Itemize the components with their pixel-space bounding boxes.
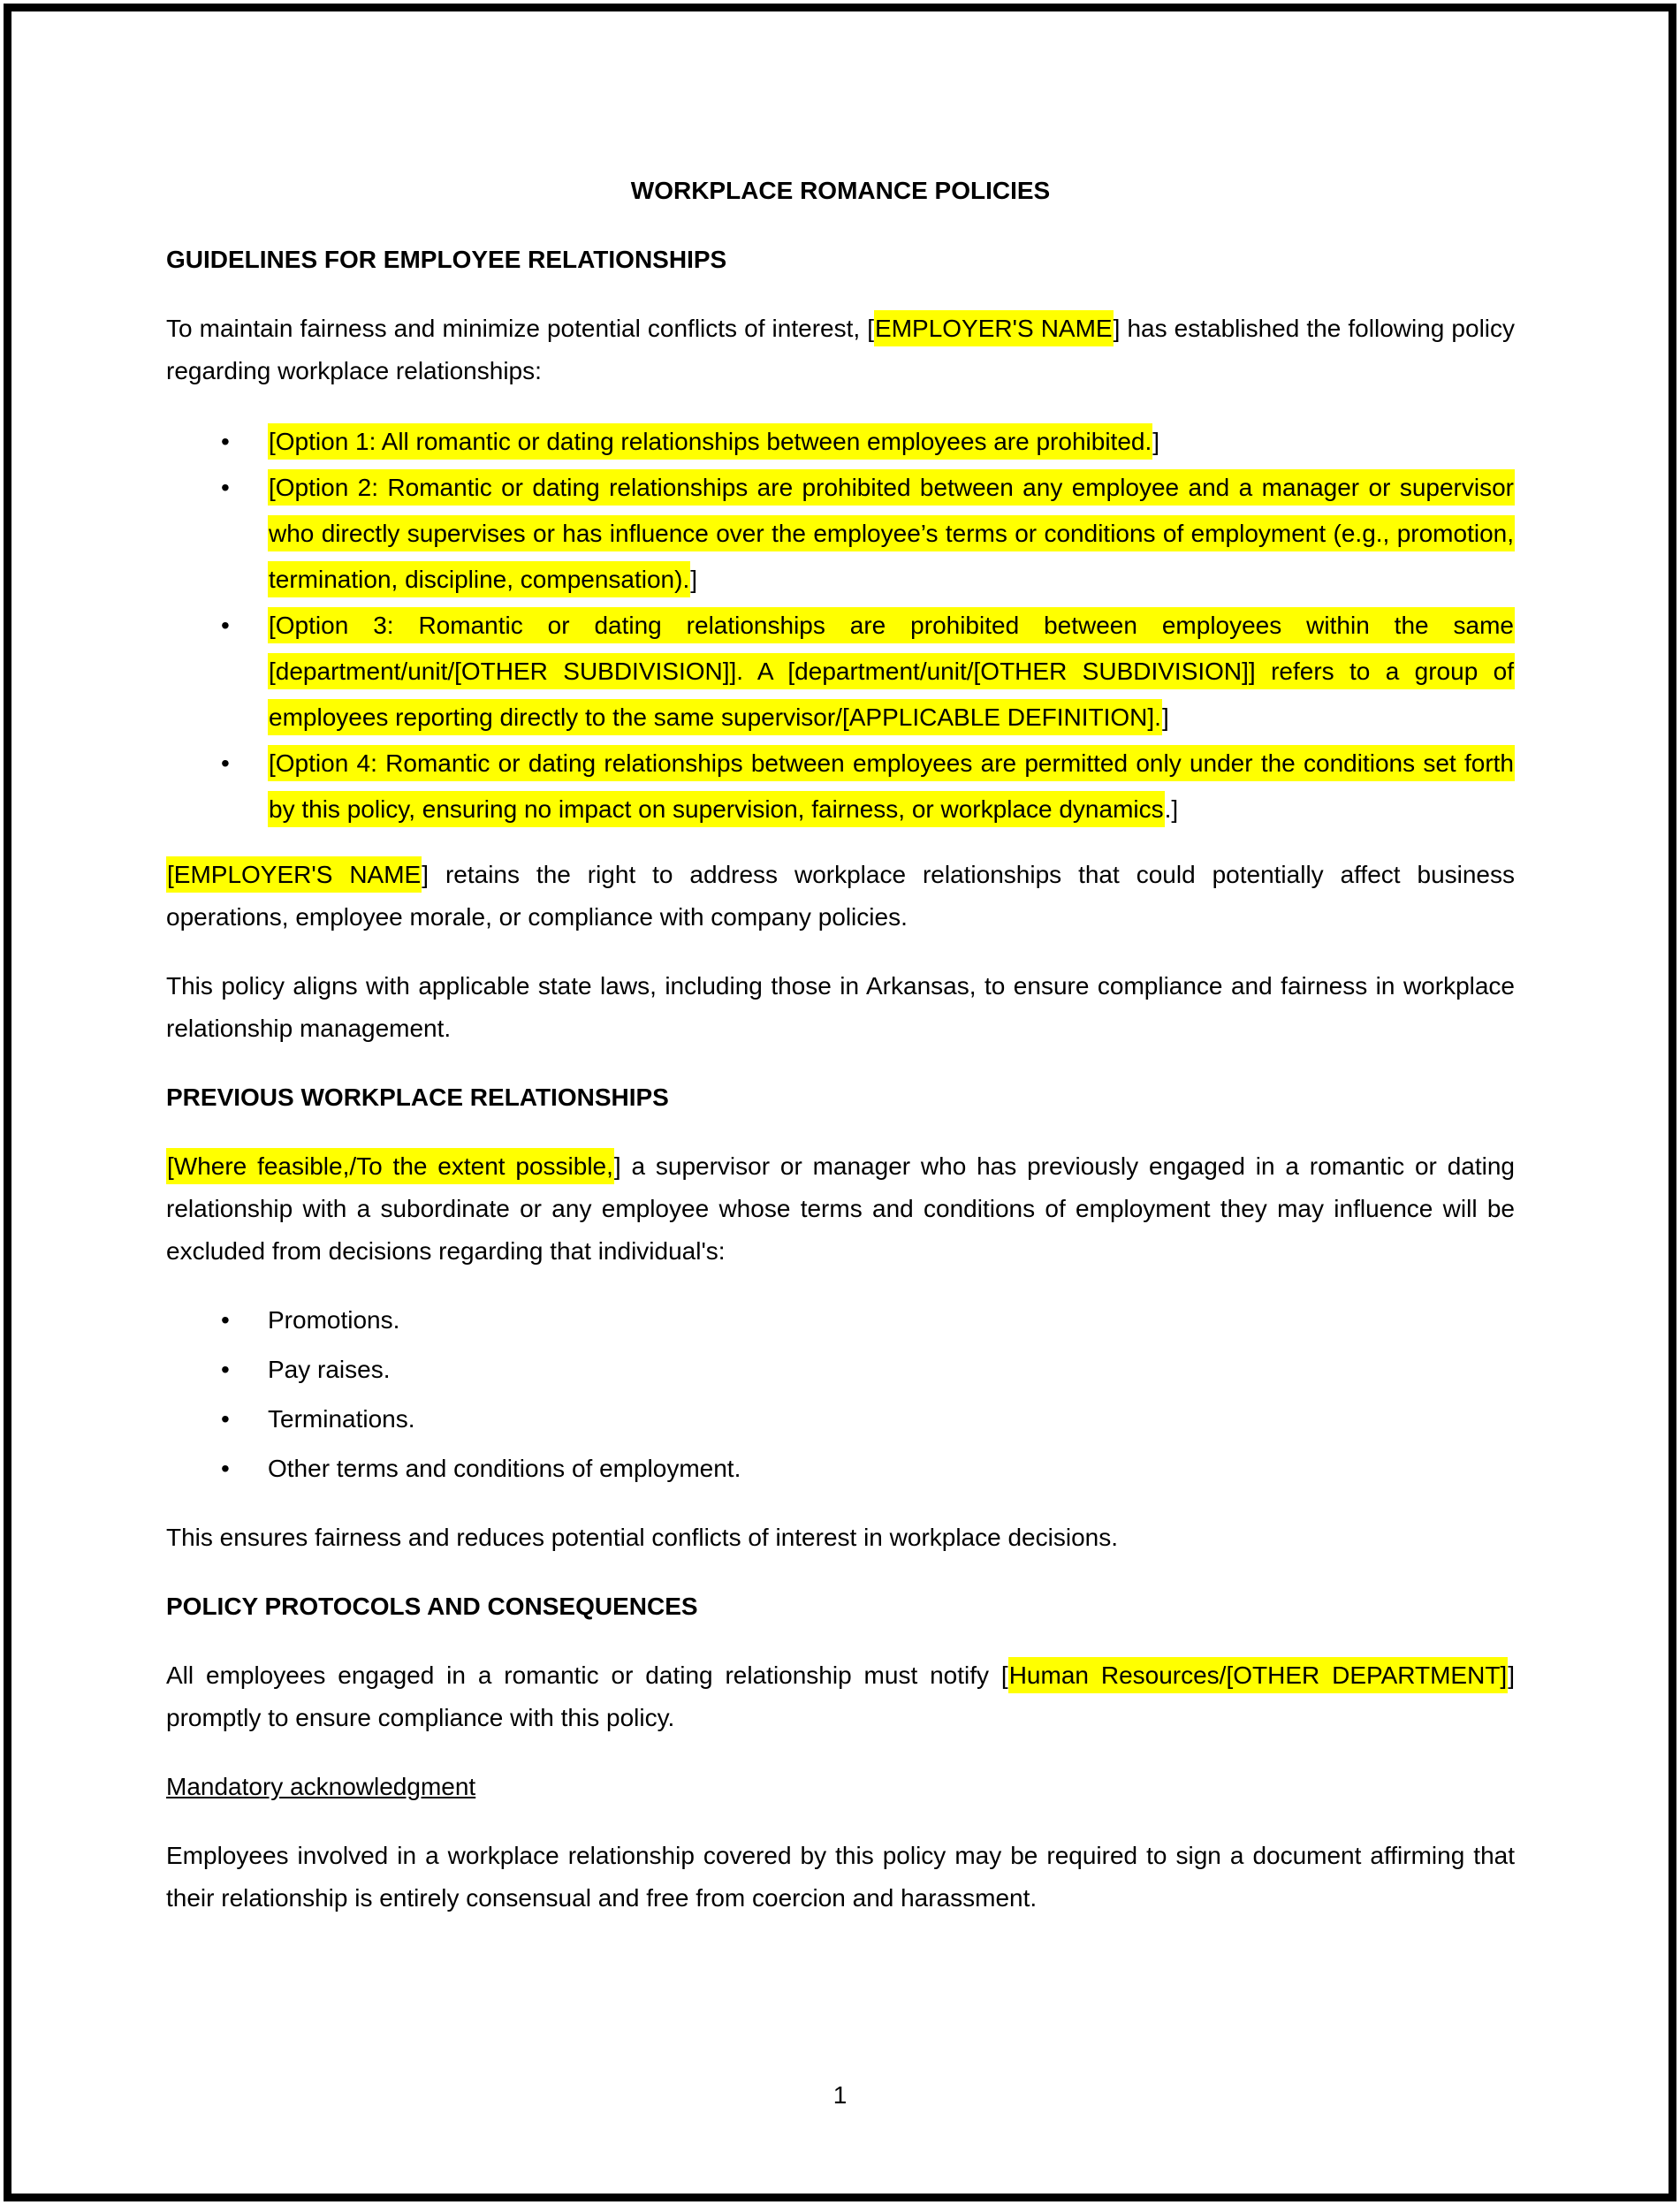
- feasible-text: ] a supervisor or manager who has previously engaged in a romantic or dating relationship with a subordinate or any employee whose terms and conditions of employment they may influence will be excluded from decisions regarding that individual's:: [166, 1152, 1515, 1265]
- option-3-highlighted-text: [Option 3: Romantic or dating relationships are prohibited between employees within the same [department/unit/[OTHER SUBDIVISION]]. A [department/unit/[OTHER SUBDIVISION]] refers to a group of employees reporting directly to the same supervisor/[APPLICABLE DEFINITION].: [268, 607, 1515, 735]
- option-2-highlighted-text: [Option 2: Romantic or dating relationships are prohibited between any employee and a manager or supervisor who directly supervises or has influence over the employee’s terms or conditions of employment (e.g., promotion, termination, discipline, compensation).: [268, 469, 1515, 597]
- decision-label: Other terms and conditions of employment.: [268, 1455, 741, 1482]
- ensures-paragraph: This ensures fairness and reduces potential conflicts of interest in workplace decisions.: [166, 1524, 1118, 1551]
- decision-item-promotions: [166, 1299, 1515, 1342]
- employer-name-placeholder: [EMPLOYER'S NAME: [166, 856, 422, 893]
- decision-item-pay-raises: [166, 1349, 1515, 1391]
- employer-name-placeholder: EMPLOYER'S NAME: [874, 310, 1114, 346]
- option-4-tail: .]: [1164, 795, 1179, 823]
- bullet-icon: •: [221, 474, 230, 501]
- intro-text-pre: To maintain fairness and minimize potential conflicts of interest, [: [166, 315, 875, 342]
- bullet-icon: •: [221, 1405, 230, 1433]
- notify-text-pre: All employees engaged in a romantic or dating relationship must notify [: [166, 1661, 1008, 1689]
- notify-paragraph: [166, 1654, 1515, 1739]
- option-item-4: [166, 741, 1515, 833]
- option-item-2: [166, 465, 1515, 603]
- option-1-highlighted-text: [Option 1: All romantic or dating relationships between employees are prohibited.: [268, 423, 1152, 460]
- document-content: [166, 170, 1515, 1920]
- decision-item-other-terms: [166, 1448, 1515, 1490]
- bullet-icon: •: [221, 428, 230, 455]
- options-list: [166, 419, 1515, 833]
- state-law-paragraph: This policy aligns with applicable state laws, including those in Arkansas, to ensure compliance and fairness in workplace relationship management.: [166, 972, 1515, 1042]
- hr-department-placeholder: Human Resources/[OTHER DEPARTMENT]: [1008, 1657, 1509, 1693]
- option-2-tail: ]: [690, 566, 698, 593]
- bullet-icon: •: [221, 1455, 230, 1482]
- bullet-icon: •: [221, 749, 230, 777]
- intro-text-post: ] has established the following policy regarding workplace relationships:: [166, 315, 1516, 384]
- decisions-list: [166, 1299, 1515, 1490]
- decision-label: Terminations.: [268, 1405, 415, 1433]
- page-number: 1: [832, 2081, 848, 2109]
- feasible-paragraph: [166, 1145, 1515, 1273]
- intro-paragraph: [166, 308, 1515, 392]
- acknowledgment-paragraph: Employees involved in a workplace relationship covered by this policy may be required to sign a document affirming that their relationship is entirely consensual and free from coercion and harassment.: [166, 1842, 1515, 1912]
- option-1-tail: ]: [1152, 428, 1160, 455]
- bullet-icon: •: [221, 1306, 230, 1334]
- decision-label: Pay raises.: [268, 1356, 391, 1383]
- section-heading-guidelines: GUIDELINES FOR EMPLOYEE RELATIONSHIPS: [166, 246, 727, 273]
- bullet-icon: •: [221, 612, 230, 639]
- retains-text: ] retains the right to address workplace relationships that could potentially affect business operations, employee morale, or compliance with company policies.: [166, 861, 1516, 931]
- document-title: WORKPLACE ROMANCE POLICIES: [630, 177, 1051, 204]
- notify-text-post: ] promptly to ensure compliance with this policy.: [166, 1661, 1515, 1731]
- section-heading-protocols: POLICY PROTOCOLS AND CONSEQUENCES: [166, 1593, 698, 1620]
- retains-paragraph: [166, 854, 1515, 939]
- decision-label: Promotions.: [268, 1306, 400, 1334]
- option-4-highlighted-text: [Option 4: Romantic or dating relationships between employees are permitted only under the conditions set forth by this policy, ensuring no impact on supervision, fairness, or workplace dynamics: [268, 745, 1515, 827]
- feasible-placeholder: [Where feasible,/To the extent possible,: [166, 1148, 614, 1184]
- section-heading-previous: PREVIOUS WORKPLACE RELATIONSHIPS: [166, 1083, 669, 1111]
- decision-item-terminations: [166, 1398, 1515, 1441]
- option-3-tail: ]: [1161, 703, 1169, 731]
- option-item-1: [166, 419, 1515, 465]
- option-item-3: [166, 603, 1515, 741]
- subheading-mandatory-acknowledgment: Mandatory acknowledgment: [166, 1773, 476, 1800]
- bullet-icon: •: [221, 1356, 230, 1383]
